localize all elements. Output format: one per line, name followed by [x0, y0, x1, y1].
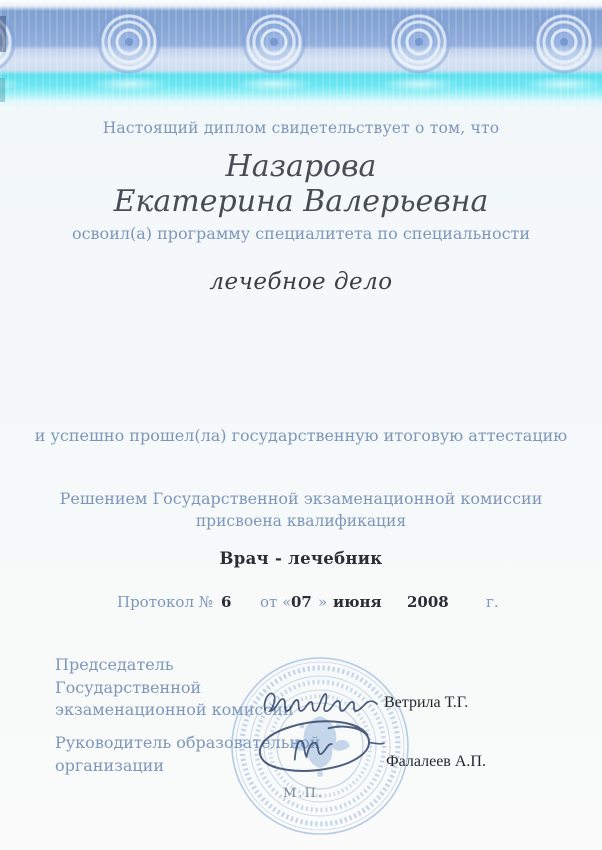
- protocol-close-quote: »: [318, 593, 328, 611]
- head-signature: [248, 711, 388, 784]
- qualification-value: Врач - лечебник: [219, 549, 383, 568]
- head-name: Фалалеев А.П.: [386, 753, 486, 770]
- guilloche-border: [0, 0, 602, 112]
- seal-placeholder-label: М.П.: [283, 786, 324, 801]
- border-edge-smudge: [0, 78, 5, 102]
- protocol-year: 2008: [407, 593, 449, 611]
- program-line: освоил(а) программу специалитета по специальности: [71, 224, 531, 243]
- commission-line-2: присвоена квалификация: [195, 512, 407, 530]
- chairman-title-line: экзаменационной комиссии: [55, 700, 294, 719]
- border-edge-smudge: [0, 16, 6, 52]
- chairman-signature: [262, 684, 380, 716]
- holder-name-patronymic: Екатерина Валерьевна: [113, 184, 489, 219]
- intro-line: Настоящий диплом свидетельствует о том, что: [102, 119, 500, 137]
- protocol-label: Протокол №: [117, 593, 213, 611]
- specialty-value: лечебное дело: [209, 269, 393, 295]
- protocol-number: 6: [221, 593, 232, 611]
- holder-surname: Назарова: [225, 149, 377, 184]
- chairman-name: Ветрила Т.Г.: [384, 694, 469, 711]
- commission-line-1: Решением Государственной экзаменационной комиссии: [59, 489, 543, 508]
- chairman-title-line: Председатель: [55, 655, 174, 674]
- attestation-line: и успешно прошел(ла) государственную итоговую аттестацию: [34, 426, 568, 445]
- head-title-line: Руководитель образовательной: [55, 733, 321, 752]
- protocol-day: 07: [291, 593, 312, 611]
- protocol-from-label: от «: [260, 593, 292, 611]
- protocol-month: июня: [333, 593, 382, 611]
- protocol-year-suffix: г.: [486, 593, 499, 611]
- protocol-line: [0, 593, 602, 617]
- head-title-line: организации: [55, 756, 165, 775]
- chairman-title-line: Государственной: [55, 678, 202, 697]
